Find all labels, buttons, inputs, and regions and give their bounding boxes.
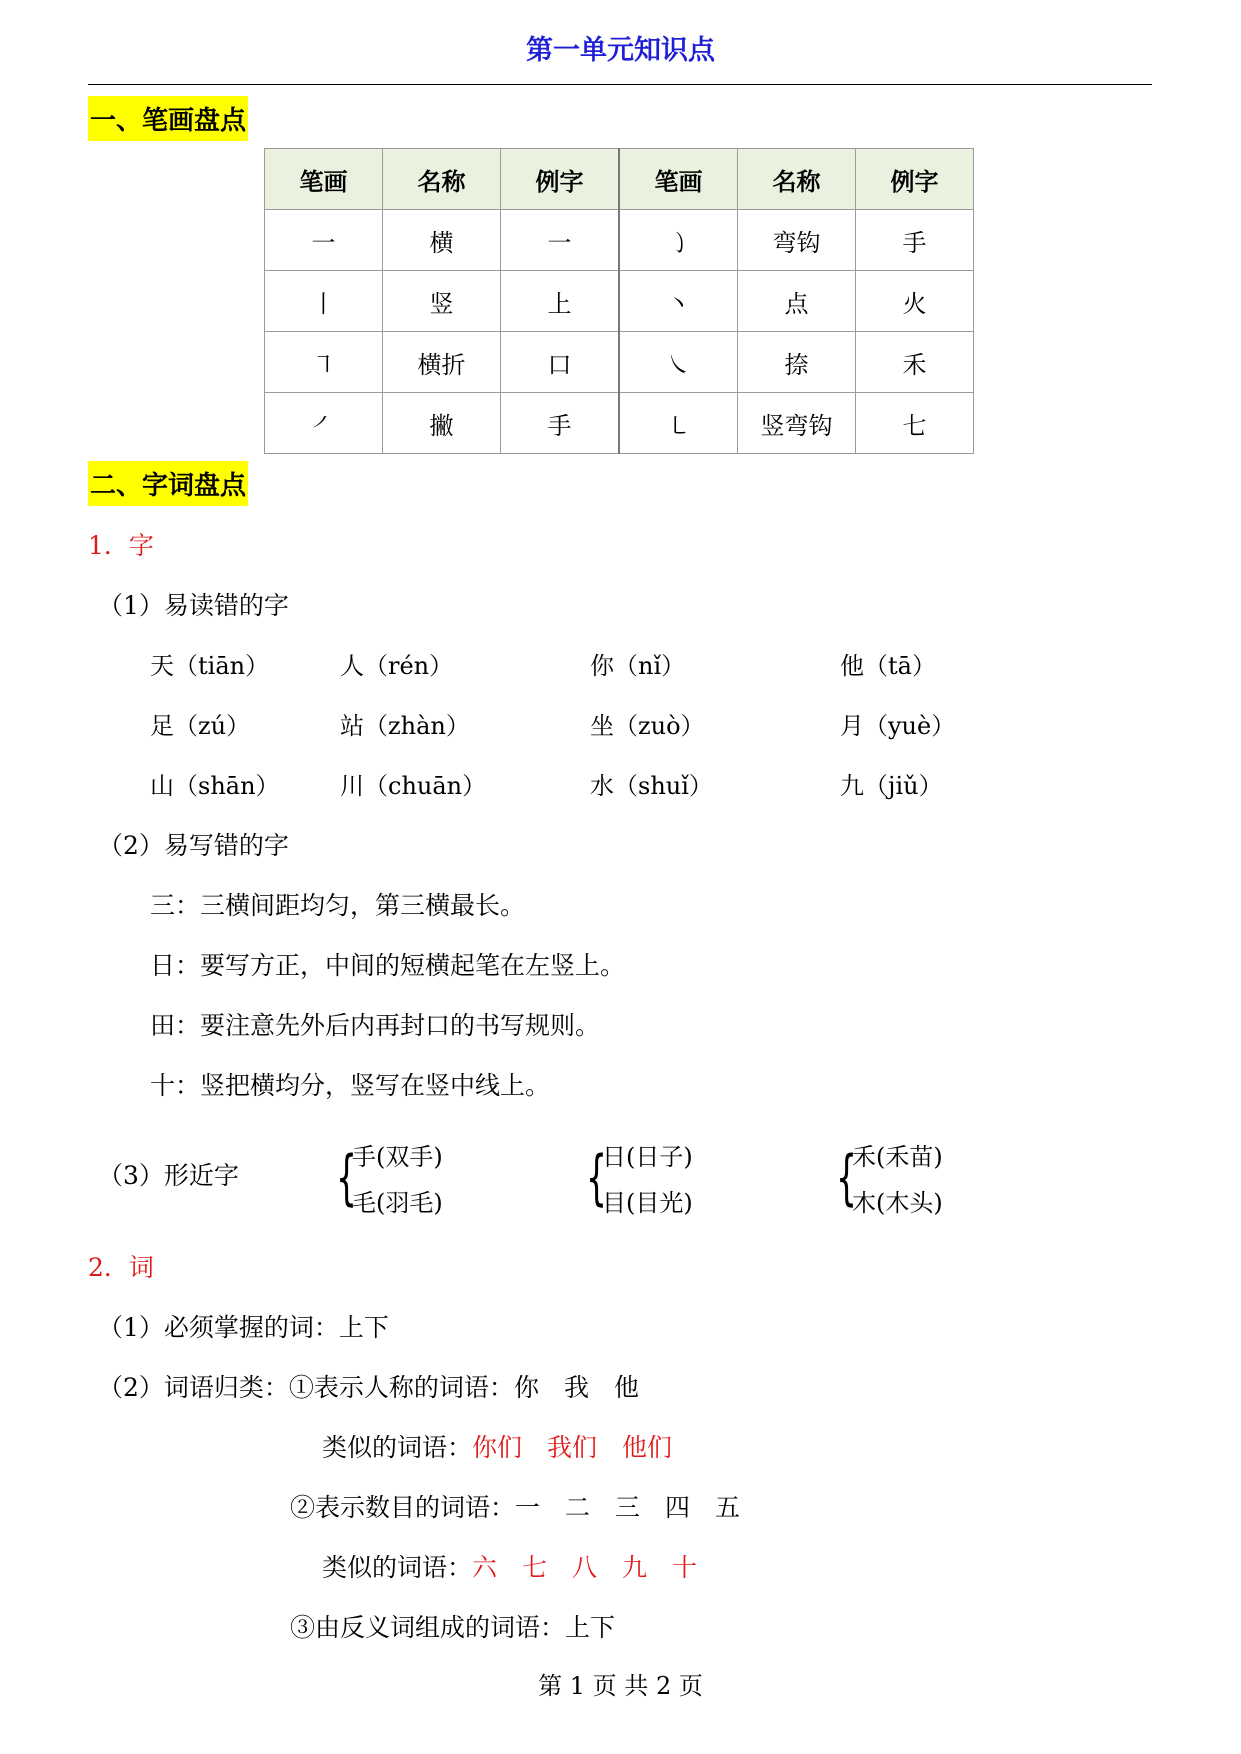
pinyin-item: 九（jiǔ） xyxy=(840,772,943,800)
table-cell: ㇏ xyxy=(619,332,738,393)
pinyin-item: 人（rén） xyxy=(340,652,454,680)
classify-label: （2）词语归类： xyxy=(98,1373,289,1402)
title-divider xyxy=(88,84,1152,85)
section-heading-words: 二、字词盘点 xyxy=(88,461,248,506)
must-know-words: （1）必须掌握的词：上下 xyxy=(98,1313,389,1342)
subheading-zi: 1．字 xyxy=(88,531,154,560)
category-label: ①表示人称的词语： xyxy=(288,1373,514,1402)
similar-words-line xyxy=(322,1428,672,1464)
category-line: ③由反义词组成的词语：上下 xyxy=(290,1613,616,1642)
table-cell: 口 xyxy=(501,332,620,393)
table-cell: 横 xyxy=(383,210,501,271)
easy-write-item: 田：要注意先外后内再封口的书写规则。 xyxy=(150,1011,601,1040)
brace-icon: { xyxy=(836,1143,858,1213)
subheading-ci: 2．词 xyxy=(88,1253,154,1282)
table-header-cell: 名称 xyxy=(383,149,501,210)
table-header-row xyxy=(265,149,974,210)
pinyin-item: 坐（zuò） xyxy=(590,712,705,740)
similar-words-line xyxy=(322,1548,697,1584)
brace-icon: { xyxy=(336,1143,358,1213)
table-header-cell: 例字 xyxy=(856,149,974,210)
similar-char: 目(目光) xyxy=(602,1189,693,1217)
table-cell: 上 xyxy=(501,271,620,332)
table-cell: 手 xyxy=(856,210,974,271)
table-cell: 捺 xyxy=(738,332,856,393)
table-cell: 点 xyxy=(738,271,856,332)
table-cell: 火 xyxy=(856,271,974,332)
table-cell: ㇁ xyxy=(619,210,738,271)
pinyin-item: 天（tiān） xyxy=(150,652,270,680)
page-title: 第一单元知识点 xyxy=(526,35,715,66)
table-cell: 弯钩 xyxy=(738,210,856,271)
table-cell: 禾 xyxy=(856,332,974,393)
similar-chars-group xyxy=(586,1134,766,1226)
similar-words-answer: 你们 我们 他们 xyxy=(472,1433,673,1462)
table-cell: 丨 xyxy=(265,271,383,332)
similar-chars-group xyxy=(336,1134,516,1226)
easy-write-label: （2）易写错的字 xyxy=(98,831,289,860)
category-words: 你 我 他 xyxy=(513,1373,639,1402)
pinyin-item: 足（zú） xyxy=(150,712,251,740)
similar-char: 日(日子) xyxy=(602,1143,693,1171)
similar-words-label: 类似的词语： xyxy=(322,1553,473,1582)
table-cell: ㇄ xyxy=(619,393,738,454)
pinyin-item: 你（nǐ） xyxy=(590,652,686,680)
table-row xyxy=(265,332,974,393)
table-cell: 横折 xyxy=(383,332,501,393)
table-row xyxy=(265,210,974,271)
table-cell: ㇒ xyxy=(265,393,383,454)
page-footer: 第 1 页 共 2 页 xyxy=(538,1672,703,1700)
similar-chars-label: （3）形近字 xyxy=(98,1161,239,1190)
pinyin-item: 水（shuǐ） xyxy=(590,772,713,800)
table-cell: 竖弯钩 xyxy=(738,393,856,454)
table-header-cell: 笔画 xyxy=(265,149,383,210)
easy-write-item: 十：竖把横均分，竖写在竖中线上。 xyxy=(150,1071,551,1100)
table-cell: 丶 xyxy=(619,271,738,332)
table-header-cell: 笔画 xyxy=(619,149,738,210)
table-row xyxy=(265,393,974,454)
similar-words-answer: 六 七 八 九 十 xyxy=(472,1553,698,1582)
section-heading-strokes: 一、笔画盘点 xyxy=(88,96,248,141)
table-cell: 撇 xyxy=(383,393,501,454)
strokes-table xyxy=(264,148,974,454)
easy-write-item: 三：三横间距均匀，第三横最长。 xyxy=(150,891,526,920)
table-cell: 七 xyxy=(856,393,974,454)
similar-char: 手(双手) xyxy=(352,1143,443,1171)
category-label: ②表示数目的词语： xyxy=(290,1493,516,1522)
pinyin-item: 月（yuè） xyxy=(840,712,956,740)
similar-char: 毛(羽毛) xyxy=(352,1189,443,1217)
easy-write-item: 日：要写方正，中间的短横起笔在左竖上。 xyxy=(150,951,626,980)
category-line xyxy=(290,1488,740,1524)
easy-read-label: （1）易读错的字 xyxy=(98,591,289,620)
brace-icon: { xyxy=(586,1143,608,1213)
table-cell: ㇕ xyxy=(265,332,383,393)
table-cell: 竖 xyxy=(383,271,501,332)
table-cell: 一 xyxy=(265,210,383,271)
category-words: 一 二 三 四 五 xyxy=(515,1493,741,1522)
table-header-cell: 例字 xyxy=(501,149,620,210)
similar-chars-group xyxy=(836,1134,1016,1226)
word-classification xyxy=(98,1368,639,1404)
similar-char: 禾(禾苗) xyxy=(852,1143,943,1171)
table-cell: 手 xyxy=(501,393,620,454)
pinyin-item: 他（tā） xyxy=(840,652,936,680)
pinyin-item: 山（shān） xyxy=(150,772,280,800)
similar-words-label: 类似的词语： xyxy=(322,1433,473,1462)
pinyin-item: 川（chuān） xyxy=(340,772,487,800)
table-cell: 一 xyxy=(501,210,620,271)
table-header-cell: 名称 xyxy=(738,149,856,210)
similar-char: 木(木头) xyxy=(852,1189,943,1217)
table-row xyxy=(265,271,974,332)
pinyin-item: 站（zhàn） xyxy=(340,712,470,740)
